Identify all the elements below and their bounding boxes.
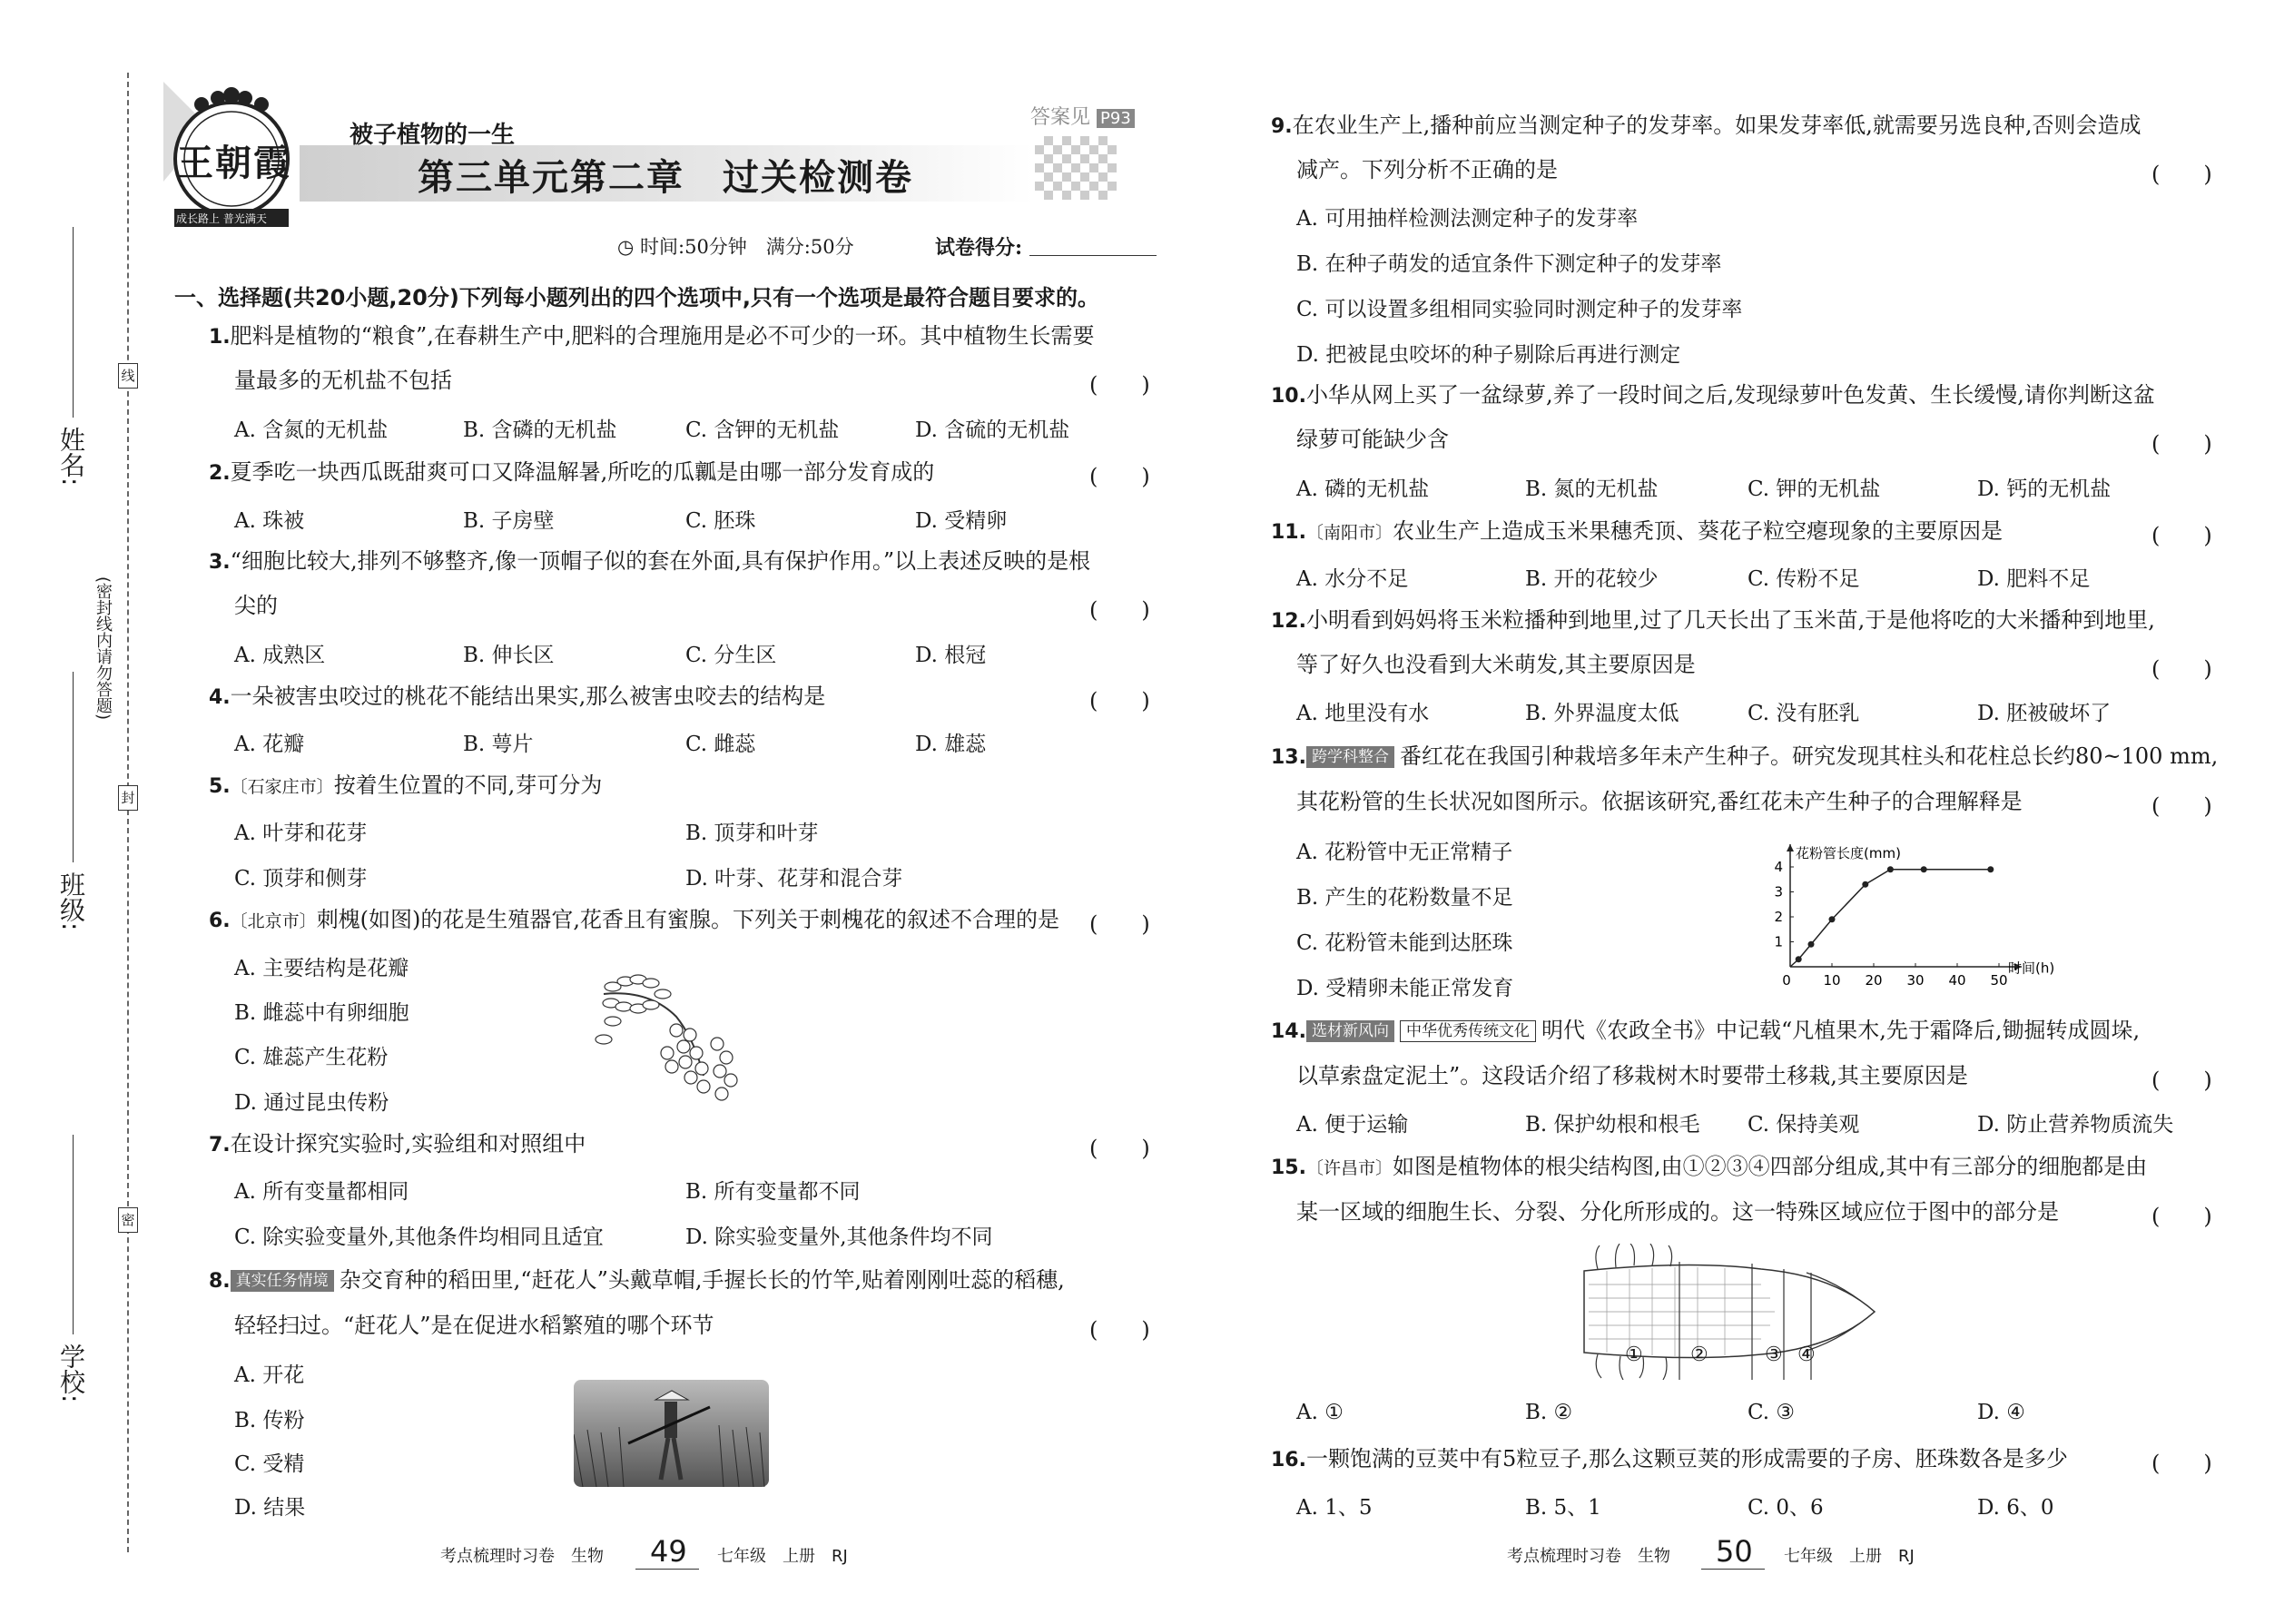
page-number-left-underline	[635, 1569, 699, 1570]
answer-blank-2[interactable]: ( )	[1089, 464, 1150, 489]
chart-x-tick-label: 20	[1865, 972, 1883, 989]
q4-option-c[interactable]: C. 雌蕊	[685, 733, 756, 756]
logo-tagline: 成长路上 普光满天	[176, 212, 267, 225]
q11-option-d[interactable]: D. 肥料不足	[1977, 567, 2091, 591]
root-label-3: ③	[1765, 1343, 1783, 1366]
answer-blank-11[interactable]: ( )	[2151, 523, 2212, 548]
chart-x-tick-label: 10	[1823, 972, 1841, 989]
footer-left-book: 考点梳理时习卷 生物	[440, 1547, 604, 1566]
q1-option-d[interactable]: D. 含硫的无机盐	[915, 418, 1070, 442]
chart-series-line	[1790, 870, 1991, 967]
answer-blank-1[interactable]: ( )	[1089, 372, 1150, 398]
answer-blank-16[interactable]: ( )	[2151, 1451, 2212, 1476]
q1-stem-line2: 量最多的无机盐不包括	[234, 368, 452, 393]
section-title: 一、选择题(共20小题,20分)下列每小题列出的四个选项中,只有一个选项是最符合题目要求的。	[174, 285, 1099, 310]
q16-option-d[interactable]: D. 6、0	[1977, 1496, 2054, 1520]
chart-x-tick-label: 40	[1948, 972, 1966, 989]
q10-stem-line2: 绿萝可能缺少含	[1296, 427, 1449, 452]
question-5: 5.〔石家庄市〕按着生位置的不同,芽可分为	[209, 773, 603, 798]
q9-option-a[interactable]: A. 可用抽样检测法测定种子的发芽率	[1296, 207, 1639, 231]
pollen-tube-chart	[1770, 831, 2133, 994]
answer-ref-page[interactable]: P93	[1097, 109, 1135, 128]
answer-ref	[1030, 102, 1135, 130]
q5-option-d[interactable]: D. 叶芽、花芽和混合芽	[685, 867, 903, 891]
score-field	[935, 232, 1157, 261]
question-4: 4.一朵被害虫咬过的桃花不能结出果实,那么被害虫咬去的结构是	[209, 684, 826, 709]
q7-stem: 在设计探究实验时,实验组和对照组中	[230, 1131, 586, 1156]
chart-y-tick-label: 4	[1774, 859, 1783, 875]
root-label-1: ①	[1625, 1343, 1643, 1366]
q7-option-d[interactable]: D. 除实验变量外,其他条件均不同	[685, 1225, 993, 1249]
root-label-2: ②	[1690, 1343, 1708, 1366]
q16-option-a[interactable]: A. 1、5	[1296, 1496, 1373, 1520]
class-underline[interactable]	[73, 672, 74, 862]
q15-option-c[interactable]: C. ③	[1748, 1401, 1796, 1424]
q14-tag: 选材新风向	[1306, 1020, 1394, 1042]
seal-mark-line: 线	[118, 363, 138, 389]
q10-stem: 小华从网上买了一盆绿萝,养了一段时间之后,发现绿萝叶色发黄、生长缓慢,请你判断这盆	[1305, 382, 2155, 408]
question-15: 15.〔许昌市〕如图是植物体的根尖结构图,由①②③④四部分组成,其中有三部分的细胞都是由	[1271, 1154, 2148, 1179]
q2-option-b[interactable]: B. 子房壁	[463, 509, 555, 533]
q11-option-b[interactable]: B. 开的花较少	[1525, 567, 1659, 591]
answer-ref-label: 答案见	[1030, 106, 1091, 129]
chart-y-tick-label: 2	[1774, 909, 1783, 925]
page-number-right-underline	[1701, 1569, 1765, 1570]
q1-option-a[interactable]: A. 含氮的无机盐	[234, 418, 389, 442]
chart-data-point	[1808, 941, 1815, 948]
q14-tag-culture: 中华优秀传统文化	[1400, 1020, 1536, 1042]
question-9: 9.在农业生产上,播种前应当测定种子的发芽率。如果发芽率低,就需要另选良种,否则会造成	[1271, 113, 2141, 138]
q13-option-a[interactable]: A. 花粉管中无正常精子	[1296, 841, 1513, 864]
name-underline[interactable]	[73, 227, 74, 418]
q16-stem: 一颗饱满的豆荚中有5粒豆子,那么这颗豆荚的形成需要的子房、胚珠数各是多少	[1305, 1446, 2068, 1471]
q4-option-d[interactable]: D. 雄蕊	[915, 733, 987, 756]
q15-stem-line2: 某一区域的细胞生长、分裂、分化所形成的。这一特殊区域应位于图中的部分是	[1296, 1199, 2059, 1225]
name-label: 姓名:	[56, 427, 86, 487]
q3-option-d[interactable]: D. 根冠	[915, 644, 987, 667]
score-label: 试卷得分:	[935, 236, 1023, 260]
q12-option-b[interactable]: B. 外界温度太低	[1525, 702, 1679, 725]
q8-option-d[interactable]: D. 结果	[234, 1496, 306, 1520]
question-7: 7.在设计探究实验时,实验组和对照组中	[209, 1131, 586, 1156]
q6-option-b[interactable]: B. 雌蕊中有卵细胞	[234, 1001, 409, 1025]
q5-stem: 按着生位置的不同,芽可分为	[333, 773, 603, 798]
q14-option-d[interactable]: D. 防止营养物质流失	[1977, 1113, 2174, 1137]
clock-icon: ◷	[617, 236, 635, 258]
school-label: 学校:	[56, 1343, 86, 1403]
q13-option-d[interactable]: D. 受精卵未能正常发育	[1296, 977, 1514, 1000]
q9-stem: 在农业生产上,播种前应当测定种子的发芽率。如果发芽率低,就需要另选良种,否则会造成	[1292, 113, 2141, 138]
q14-option-a[interactable]: A. 便于运输	[1296, 1113, 1409, 1137]
q11-stem: 农业生产上造成玉米果穗秃顶、葵花子粒空瘪现象的主要原因是	[1393, 518, 2003, 544]
q5-option-c[interactable]: C. 顶芽和侧芽	[234, 867, 368, 891]
q6-stem: 刺槐(如图)的花是生殖器官,花香且有蜜腺。下列关于刺槐花的叙述不合理的是	[316, 907, 1060, 932]
seal-notice: (密封线内请勿答题)	[94, 576, 113, 721]
q11-region: 〔南阳市〕	[1305, 523, 1393, 543]
root-label-4: ④	[1797, 1343, 1816, 1366]
q12-option-a[interactable]: A. 地里没有水	[1296, 702, 1430, 725]
q12-option-d[interactable]: D. 胚被破坏了	[1977, 702, 2112, 725]
answer-blank-9[interactable]: ( )	[2151, 162, 2212, 187]
q9-option-c[interactable]: C. 可以设置多组相同实验同时测定种子的发芽率	[1296, 298, 1743, 321]
chart-y-tick-label: 1	[1774, 933, 1783, 950]
school-underline[interactable]	[73, 1135, 74, 1334]
chart-x-label: 时间(h)	[2008, 960, 2055, 977]
logo-name: 王朝霞	[177, 142, 291, 184]
question-8: 8. 真实任务情境 杂交育种的稻田里,“赶花人”头戴草帽,手握长长的竹竿,贴着刚刚吐蕊的稻穗,	[209, 1267, 1065, 1293]
seal-mark-seal: 封	[118, 785, 138, 811]
page-number-left: 49	[650, 1534, 687, 1569]
question-12: 12.小明看到妈妈将玉米粒播种到地里,过了几天长出了玉米苗,于是他将吃的大米播种到地里,	[1271, 607, 2155, 633]
q1-option-c[interactable]: C. 含钾的无机盐	[685, 418, 840, 442]
question-3: 3.“细胞比较大,排列不够整齐,像一顶帽子似的套在外面,具有保护作用。”以上表述反映的是根	[209, 548, 1091, 574]
chart-x-tick-label: 0	[1782, 972, 1791, 989]
q7-option-b[interactable]: B. 所有变量都不同	[685, 1180, 861, 1204]
answer-blank-12[interactable]: ( )	[2151, 656, 2212, 682]
answer-blank-15[interactable]: ( )	[2151, 1204, 2212, 1229]
answer-blank-8[interactable]: ( )	[1089, 1317, 1150, 1343]
q4-option-b[interactable]: B. 萼片	[463, 733, 534, 756]
banner-checker	[1035, 136, 1117, 200]
q9-option-b[interactable]: B. 在种子萌发的适宜条件下测定种子的发芽率	[1296, 252, 1722, 276]
q16-option-c[interactable]: C. 0、6	[1748, 1496, 1824, 1520]
q8-option-c[interactable]: C. 受精	[234, 1452, 305, 1476]
q8-option-b[interactable]: B. 传粉	[234, 1409, 305, 1432]
chart-y-tick-label: 3	[1774, 883, 1783, 901]
chart-x-tick-label: 30	[1906, 972, 1925, 989]
chart-x-tick-label: 50	[1990, 972, 2008, 989]
q2-option-d[interactable]: D. 受精卵	[915, 509, 1008, 533]
q9-option-d[interactable]: D. 把被昆虫咬坏的种子剔除后再进行测定	[1296, 343, 1681, 367]
q8-tag: 真实任务情境	[231, 1270, 334, 1292]
q15-region: 〔许昌市〕	[1305, 1158, 1393, 1178]
q14-stem: 明代《农政全书》中记载“凡植果木,先于霜降后,锄掘转成圆垛,	[1541, 1018, 2141, 1043]
q5-option-b[interactable]: B. 顶芽和叶芽	[685, 822, 819, 845]
q2-stem: 夏季吃一块西瓜既甜爽可口又降温解暑,所吃的瓜瓤是由哪一部分发育成的	[230, 459, 935, 485]
q3-option-b[interactable]: B. 伸长区	[463, 644, 555, 667]
locust-tree-figure	[595, 967, 749, 1107]
q2-option-a[interactable]: A. 珠被	[234, 509, 305, 533]
q7-option-a[interactable]: A. 所有变量都相同	[234, 1180, 409, 1204]
seal-mark-secret: 密	[118, 1207, 138, 1233]
chart-data-point	[1921, 866, 1927, 872]
q1-stem: 肥料是植物的“粮食”,在春耕生产中,肥料的合理施用是必不可少的一环。其中植物生长需要	[230, 323, 1095, 349]
q13-stem-line2: 其花粉管的生长状况如图所示。依据该研究,番红花未产生种子的合理解释是	[1296, 789, 2023, 814]
answer-blank-3[interactable]: ( )	[1089, 597, 1150, 623]
q3-option-c[interactable]: C. 分生区	[685, 644, 777, 667]
q5-region: 〔石家庄市〕	[230, 777, 334, 797]
footer-right-grade: 七年级 上册 RJ	[1784, 1547, 1915, 1566]
page-number-right: 50	[1716, 1534, 1753, 1569]
time-info	[617, 232, 854, 260]
answer-blank-13[interactable]: ( )	[2151, 793, 2212, 819]
q3-stem: “细胞比较大,排列不够整齐,像一顶帽子似的套在外面,具有保护作用。”以上表述反映的是根	[230, 548, 1091, 574]
q6-option-c[interactable]: C. 雄蕊产生花粉	[234, 1046, 389, 1069]
q12-stem: 小明看到妈妈将玉米粒播种到地里,过了几天长出了玉米苗,于是他将吃的大米播种到地里,	[1305, 607, 2155, 633]
chapter-subtitle: 被子植物的一生	[350, 122, 516, 149]
chart-data-point	[1987, 866, 1994, 872]
q14-stem-line2: 以草索盘定泥土”。这段话介绍了移栽树木时要带土移栽,其主要原因是	[1296, 1063, 1968, 1088]
q8-stem: 杂交育种的稻田里,“赶花人”头戴草帽,手握长长的竹竿,贴着刚刚吐蕊的稻穗,	[339, 1267, 1065, 1293]
q10-option-b[interactable]: B. 氮的无机盐	[1525, 477, 1659, 501]
q6-option-d[interactable]: D. 通过昆虫传粉	[234, 1091, 389, 1115]
question-10: 10.小华从网上买了一盆绿萝,养了一段时间之后,发现绿萝叶色发黄、生长缓慢,请你判断这盆	[1271, 382, 2155, 408]
q16-option-b[interactable]: B. 5、1	[1525, 1496, 1601, 1520]
q4-stem: 一朵被害虫咬过的桃花不能结出果实,那么被害虫咬去的结构是	[230, 684, 826, 709]
chart-data-point	[1887, 866, 1894, 872]
q6-region: 〔北京市〕	[230, 911, 317, 931]
q3-option-a[interactable]: A. 成熟区	[234, 644, 326, 667]
q14-option-c[interactable]: C. 保持美观	[1748, 1113, 1860, 1137]
q15-option-a[interactable]: A. ①	[1296, 1401, 1344, 1424]
binding-line	[127, 73, 129, 1552]
chart-y-label: 花粉管长度(mm)	[1796, 845, 1901, 861]
q13-tag: 跨学科整合	[1306, 746, 1394, 768]
q7-option-c[interactable]: C. 除实验变量外,其他条件均相同且适宜	[234, 1225, 604, 1249]
question-2: 2.夏季吃一块西瓜既甜爽可口又降温解暑,所吃的瓜瓤是由哪一部分发育成的	[209, 459, 935, 485]
q12-stem-line2: 等了好久也没看到大米萌发,其主要原因是	[1296, 652, 1696, 677]
answer-blank-4[interactable]: ( )	[1089, 688, 1150, 714]
rice-field-photo	[574, 1380, 769, 1487]
footer-left-grade: 七年级 上册 RJ	[717, 1547, 848, 1566]
q2-option-c[interactable]: C. 胚珠	[685, 509, 756, 533]
question-13: 13. 跨学科整合 番红花在我国引种栽培多年未产生种子。研究发现其柱头和花柱总长约80~100 mm,	[1271, 743, 2219, 769]
answer-blank-14[interactable]: ( )	[2151, 1068, 2212, 1093]
q13-stem: 番红花在我国引种栽培多年未产生种子。研究发现其柱头和花柱总长约80~100 mm,	[1399, 743, 2219, 769]
q12-option-c[interactable]: C. 没有胚乳	[1748, 702, 1860, 725]
q8-stem-line2: 轻轻扫过。“赶花人”是在促进水稻繁殖的哪个环节	[234, 1313, 714, 1338]
chart-data-point	[1862, 881, 1868, 888]
class-label: 班级:	[56, 871, 86, 931]
q11-option-c[interactable]: C. 传粉不足	[1748, 567, 1860, 591]
chart-data-point	[1796, 956, 1802, 962]
q6-option-a[interactable]: A. 主要结构是花瓣	[234, 957, 409, 980]
q15-option-d[interactable]: D. ④	[1977, 1401, 2025, 1424]
page-title: 第三单元第二章 过关检测卷	[418, 157, 913, 199]
question-1: 1.肥料是植物的“粮食”,在春耕生产中,肥料的合理施用是必不可少的一环。其中植物生长需要	[209, 323, 1095, 349]
question-11: 11.〔南阳市〕农业生产上造成玉米果穗秃顶、葵花子粒空瘪现象的主要原因是	[1271, 518, 2003, 544]
answer-blank-6[interactable]: ( )	[1089, 911, 1150, 937]
question-6: 6.〔北京市〕刺槐(如图)的花是生殖器官,花香且有蜜腺。下列关于刺槐花的叙述不合理的是	[209, 907, 1060, 932]
q3-stem-line2: 尖的	[234, 593, 278, 618]
q15-stem: 如图是植物体的根尖结构图,由①②③④四部分组成,其中有三部分的细胞都是由	[1393, 1154, 2148, 1179]
q14-option-b[interactable]: B. 保护幼根和根毛	[1525, 1113, 1700, 1137]
footer-right-book: 考点梳理时习卷 生物	[1507, 1547, 1670, 1566]
q4-option-a[interactable]: A. 花瓣	[234, 733, 305, 756]
q1-option-b[interactable]: B. 含磷的无机盐	[463, 418, 617, 442]
score-blank[interactable]	[1029, 237, 1157, 256]
chart-y-arrow	[1787, 844, 1794, 851]
q11-option-a[interactable]: A. 水分不足	[1296, 567, 1409, 591]
q10-option-c[interactable]: C. 钾的无机盐	[1748, 477, 1881, 501]
question-14: 14. 选材新风向 中华优秀传统文化 明代《农政全书》中记载“凡植果木,先于霜降后,锄掘转成圆垛,	[1271, 1018, 2141, 1043]
chart-data-point	[1829, 916, 1836, 922]
q5-option-a[interactable]: A. 叶芽和花芽	[234, 822, 368, 845]
q15-option-b[interactable]: B. ②	[1525, 1401, 1573, 1424]
answer-blank-7[interactable]: ( )	[1089, 1136, 1150, 1161]
q13-option-c[interactable]: C. 花粉管未能到达胚珠	[1296, 931, 1513, 955]
q13-option-b[interactable]: B. 产生的花粉数量不足	[1296, 886, 1513, 910]
answer-blank-10[interactable]: ( )	[2151, 431, 2212, 457]
q10-option-d[interactable]: D. 钙的无机盐	[1977, 477, 2112, 501]
question-16: 16.一颗饱满的豆荚中有5粒豆子,那么这颗豆荚的形成需要的子房、胚珠数各是多少	[1271, 1446, 2068, 1471]
time-score-label: 时间:50分钟 满分:50分	[640, 236, 854, 258]
q8-option-a[interactable]: A. 开花	[234, 1363, 305, 1387]
q9-stem-line2: 减产。下列分析不正确的是	[1296, 157, 1558, 182]
q10-option-a[interactable]: A. 磷的无机盐	[1296, 477, 1430, 501]
